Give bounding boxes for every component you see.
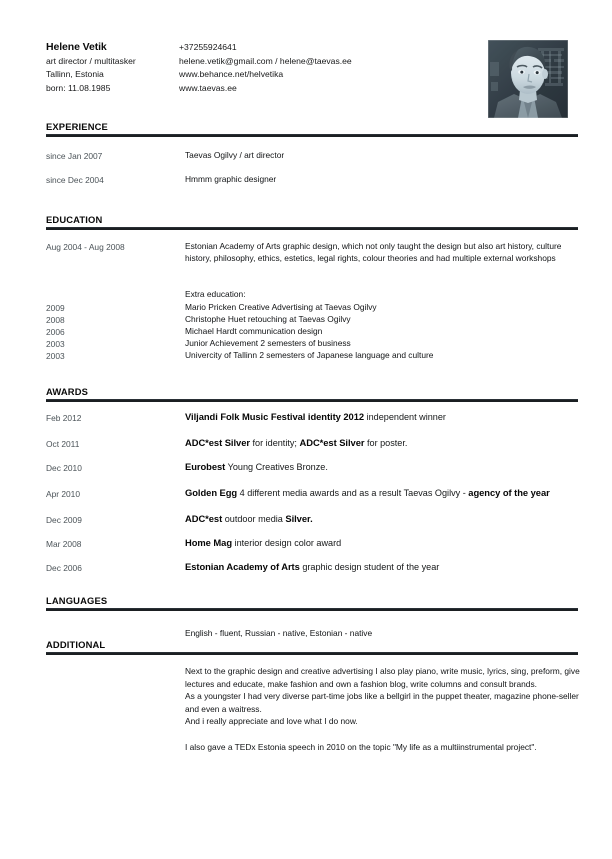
experience-text: Taevas Ogilvy / art director	[185, 150, 285, 160]
award-row	[46, 437, 578, 450]
header-role: art director / multitasker	[46, 55, 136, 66]
paragraph-spacer	[185, 728, 585, 741]
award-text	[185, 561, 578, 573]
award-text	[185, 461, 578, 473]
award-row	[46, 513, 578, 526]
header-website-link[interactable]: www.taevas.ee	[179, 82, 237, 93]
additional-paragraph: Next to the graphic design and creative advertising I also play piano, write music, lyrics, sing, preform, give lectures and educate, make fashion and own a fashion blog, write columns and consult brands.	[185, 666, 580, 689]
award-title: Eurobest	[185, 461, 226, 472]
section-divider	[46, 652, 578, 655]
award-detail: for poster.	[364, 438, 408, 448]
experience-date: since Jan 2007	[46, 150, 103, 161]
header-identity-column	[46, 41, 179, 95]
award-detail: 4 different media awards and as a result Taevas Ogilvy -	[237, 488, 469, 498]
header-birthdate: born: 11.08.1985	[46, 82, 111, 93]
award-detail: graphic design student of the year	[299, 562, 440, 572]
header-contact-column	[179, 41, 469, 95]
section-divider	[46, 227, 578, 230]
education-extra-date: 2009	[46, 302, 65, 313]
award-row	[46, 487, 578, 500]
award-title: agency of the year	[468, 487, 550, 498]
award-title: Silver.	[285, 513, 313, 524]
section-heading-additional: ADDITIONAL	[46, 639, 106, 650]
education-extra-text: Mario Pricken Creative Advertising at Taevas Ogilvy	[185, 302, 377, 312]
award-text	[185, 537, 578, 549]
award-row	[46, 537, 578, 550]
education-extra-row	[46, 337, 578, 350]
section-heading-experience: EXPERIENCE	[46, 121, 108, 132]
page-title: Helene Vetik	[46, 41, 107, 53]
award-text	[185, 437, 578, 449]
education-extra-label-row	[46, 288, 578, 300]
award-title: Golden Egg	[185, 487, 238, 498]
education-extra-text: Michael Hardt communication design	[185, 326, 323, 336]
section-divider	[46, 608, 578, 611]
header-portfolio-link[interactable]: www.behance.net/helvetika	[179, 69, 284, 79]
section-additional	[46, 639, 578, 655]
additional-paragraph: I also gave a TEDx Estonia speech in 2010 on the topic "My life as a multiinstrumental project".	[185, 741, 537, 752]
education-extra-date: 2008	[46, 314, 65, 325]
award-detail: Young Creatives Bronze.	[225, 462, 328, 472]
award-detail: interior design color award	[232, 538, 342, 548]
education-extra-row	[46, 313, 578, 326]
section-divider	[46, 399, 578, 402]
award-title: Home Mag	[185, 537, 233, 548]
education-extra-row	[46, 349, 578, 362]
award-date: Dec 2009	[46, 514, 82, 525]
award-detail: outdoor media	[222, 514, 286, 524]
education-extra-text: Christophe Huet retouching at Taevas Ogilvy	[185, 314, 351, 324]
education-extra-label: Extra education:	[185, 289, 246, 299]
award-title: Estonian Academy of Arts	[185, 561, 300, 572]
section-heading-languages: LANGUAGES	[46, 595, 108, 606]
section-languages	[46, 595, 578, 611]
education-extra-text: Junior Achievement 2 semesters of business	[185, 338, 351, 348]
section-heading-education: EDUCATION	[46, 214, 103, 225]
experience-row	[46, 149, 578, 162]
experience-text: Hmmm graphic designer	[185, 174, 277, 184]
education-extra-date-blank	[46, 288, 185, 289]
additional-body	[185, 665, 585, 753]
award-date: Feb 2012	[46, 412, 82, 423]
education-extra-row	[46, 325, 578, 338]
section-education	[46, 214, 578, 230]
education-text: Estonian Academy of Arts graphic design, which not only taught the design but also art history, culture history, philosophy, ethics, estetics, legal rights, colour theories and had multiple external workshops	[185, 241, 562, 264]
section-divider	[46, 134, 578, 137]
additional-paragraph: As a youngster I had very diverse part-time jobs like a bellgirl in the puppet theater, magazine phone-seller and even a waitress.	[185, 691, 579, 714]
award-text	[185, 513, 578, 525]
award-title: ADC*est Silver	[185, 437, 250, 448]
education-extra-date: 2003	[46, 350, 65, 361]
award-detail: independent winner	[364, 412, 446, 422]
award-row	[46, 411, 578, 424]
award-title: ADC*est Silver	[299, 437, 365, 448]
award-text	[185, 487, 578, 499]
award-date: Oct 2011	[46, 438, 80, 449]
section-experience	[46, 121, 578, 137]
education-extra-date: 2003	[46, 338, 65, 349]
education-row	[46, 240, 578, 265]
header-block	[46, 41, 476, 95]
award-date: Mar 2008	[46, 538, 82, 549]
award-row	[46, 461, 578, 474]
experience-date: since Dec 2004	[46, 174, 104, 185]
languages-text: English - fluent, Russian - native, Estonian - native	[185, 628, 373, 638]
education-extra-date: 2006	[46, 326, 65, 337]
award-title: Viljandi Folk Music Festival identity 2012	[185, 411, 365, 422]
award-date: Dec 2010	[46, 462, 82, 473]
award-date: Dec 2006	[46, 562, 82, 573]
section-heading-awards: AWARDS	[46, 386, 89, 397]
additional-paragraph: And i really appreciate and love what I do now.	[185, 716, 358, 727]
avatar	[488, 40, 568, 118]
header-email[interactable]: helene.vetik@gmail.com / helene@taevas.ee	[179, 55, 352, 66]
header-phone[interactable]: +37255924641	[179, 42, 237, 52]
award-date: Apr 2010	[46, 488, 80, 499]
education-extra-text: Univercity of Tallinn 2 semesters of Japanese language and culture	[185, 350, 434, 360]
award-text	[185, 411, 578, 423]
award-detail: for identity;	[249, 438, 300, 448]
experience-row	[46, 173, 578, 186]
award-row	[46, 561, 578, 574]
education-date: Aug 2004 - Aug 2008	[46, 241, 125, 252]
section-awards	[46, 386, 578, 402]
award-title: ADC*est	[185, 513, 223, 524]
education-extra-row	[46, 301, 578, 314]
header-location: Tallinn, Estonia	[46, 69, 104, 79]
